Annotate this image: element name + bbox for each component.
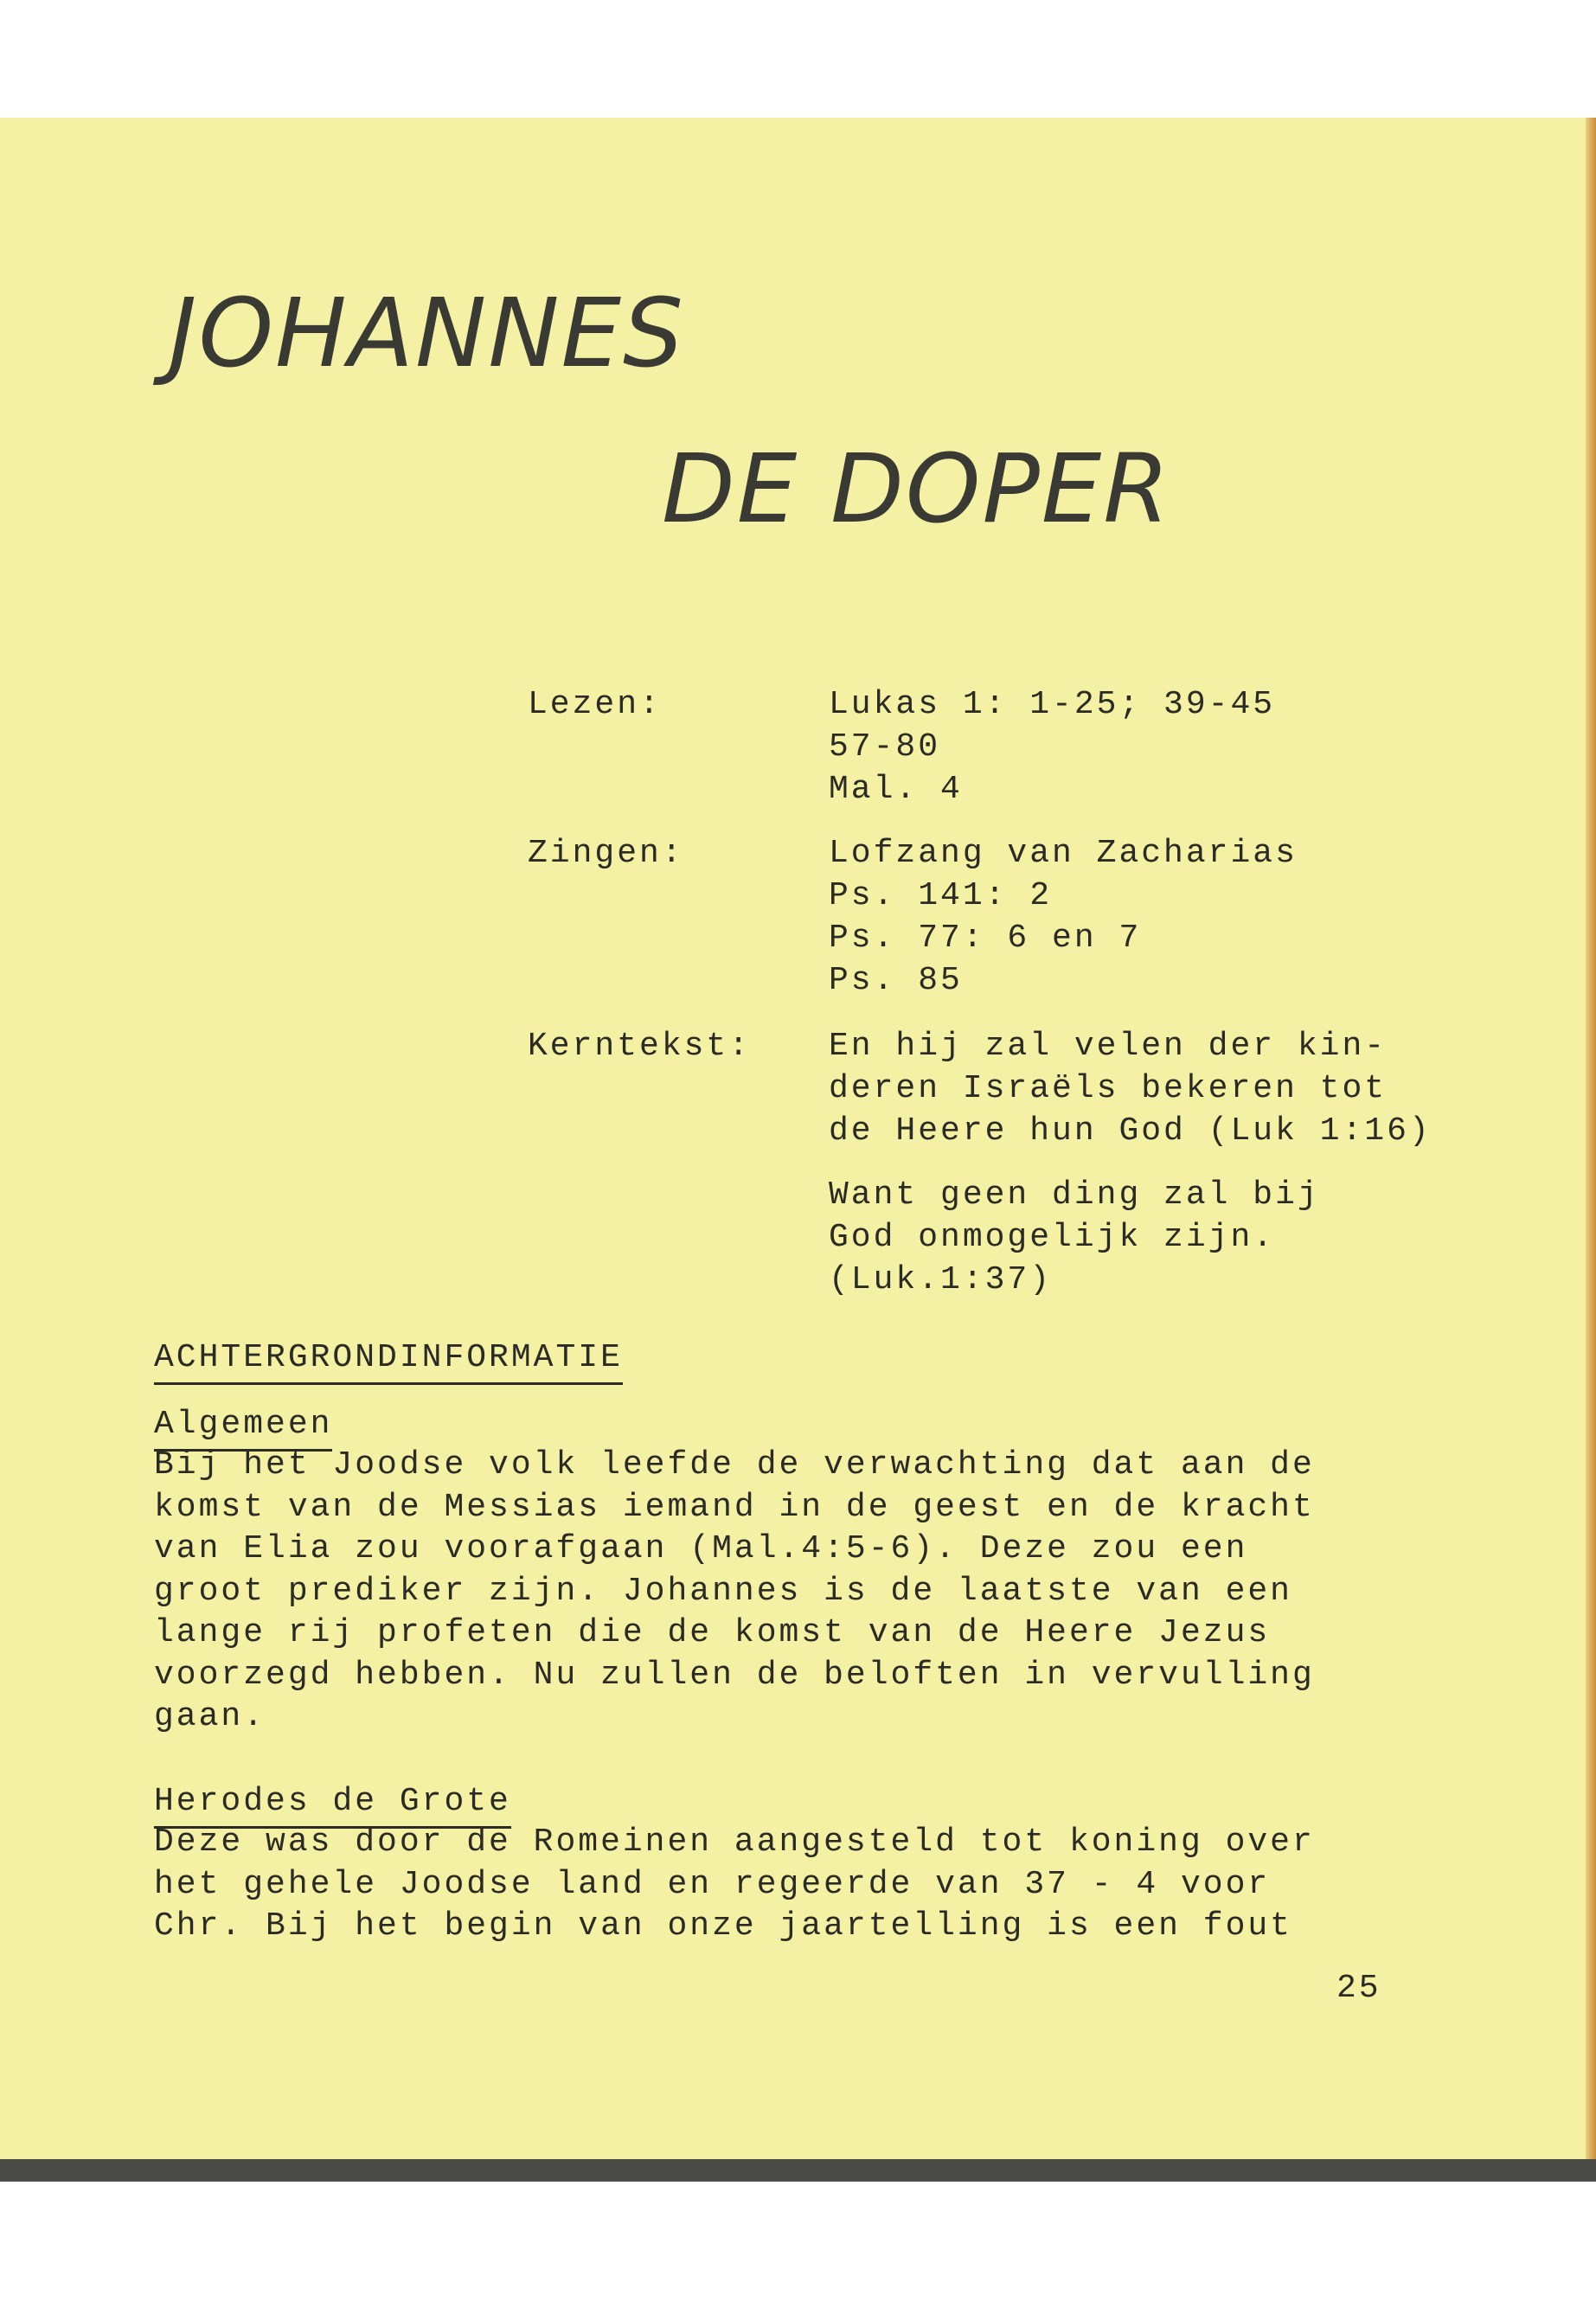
paragraph-line: gaan. <box>154 1698 266 1735</box>
title-line-1: JOHANNES <box>169 278 685 388</box>
key-text-line: deren Israëls bekeren tot <box>829 1070 1388 1107</box>
paragraph-line: Bij het Joodse volk leefde de verwachting dat aan de <box>154 1446 1315 1484</box>
singing-line: Ps. 85 <box>829 962 963 999</box>
reading-line: Mal. 4 <box>829 771 963 808</box>
paragraph-line: groot prediker zijn. Johannes is de laatste van een <box>154 1572 1292 1610</box>
key-text-label: Kerntekst: <box>528 1028 752 1065</box>
key-text-line: God onmogelijk zijn. <box>829 1219 1276 1256</box>
subsection-heading: Algemeen <box>154 1403 332 1452</box>
reading-line: Lukas 1: 1-25; 39-45 <box>829 686 1276 723</box>
singing-line: Ps. 141: 2 <box>829 877 1053 914</box>
general-paragraph <box>154 1445 1391 1739</box>
key-text-line: (Luk.1:37) <box>829 1261 1053 1298</box>
key-text-line: En hij zal velen der kin- <box>829 1028 1388 1065</box>
paragraph-line: lange rij profeten die de komst van de Heere Jezus <box>154 1614 1271 1651</box>
scan-border <box>0 2159 1596 2182</box>
paragraph-line: het gehele Joodse land en regeerde van 37 - 4 voor <box>154 1865 1271 1903</box>
paragraph-line: voorzegd hebben. Nu zullen de beloften in vervulling <box>154 1656 1315 1694</box>
singing-label: Zingen: <box>528 835 684 872</box>
page-edge <box>1586 118 1596 2181</box>
herod-paragraph <box>154 1822 1391 1948</box>
paragraph-line: komst van de Messias iemand in de geest en de kracht <box>154 1488 1315 1526</box>
singing-line: Ps. 77: 6 en 7 <box>829 920 1142 957</box>
reading-line: 57-80 <box>829 728 941 766</box>
paragraph-line: van Elia zou voorafgaan (Mal.4:5-6). Deze zou een <box>154 1530 1248 1567</box>
paragraph-line: Chr. Bij het begin van onze jaartelling is een fout <box>154 1907 1292 1945</box>
reading-label: Lezen: <box>528 686 662 723</box>
key-text-line: de Heere hun God (Luk 1:16) <box>829 1112 1432 1150</box>
title-line-2: DE DOPER <box>662 433 1171 544</box>
key-text-line: Want geen ding zal bij <box>829 1176 1320 1214</box>
page-number: 25 <box>1336 1970 1381 2007</box>
section-heading: ACHTERGRONDINFORMATIE <box>154 1336 623 1385</box>
singing-line: Lofzang van Zacharias <box>829 835 1298 872</box>
paragraph-line: Deze was door de Romeinen aangesteld tot koning over <box>154 1823 1315 1861</box>
subsection-heading: Herodes de Grote <box>154 1780 511 1829</box>
